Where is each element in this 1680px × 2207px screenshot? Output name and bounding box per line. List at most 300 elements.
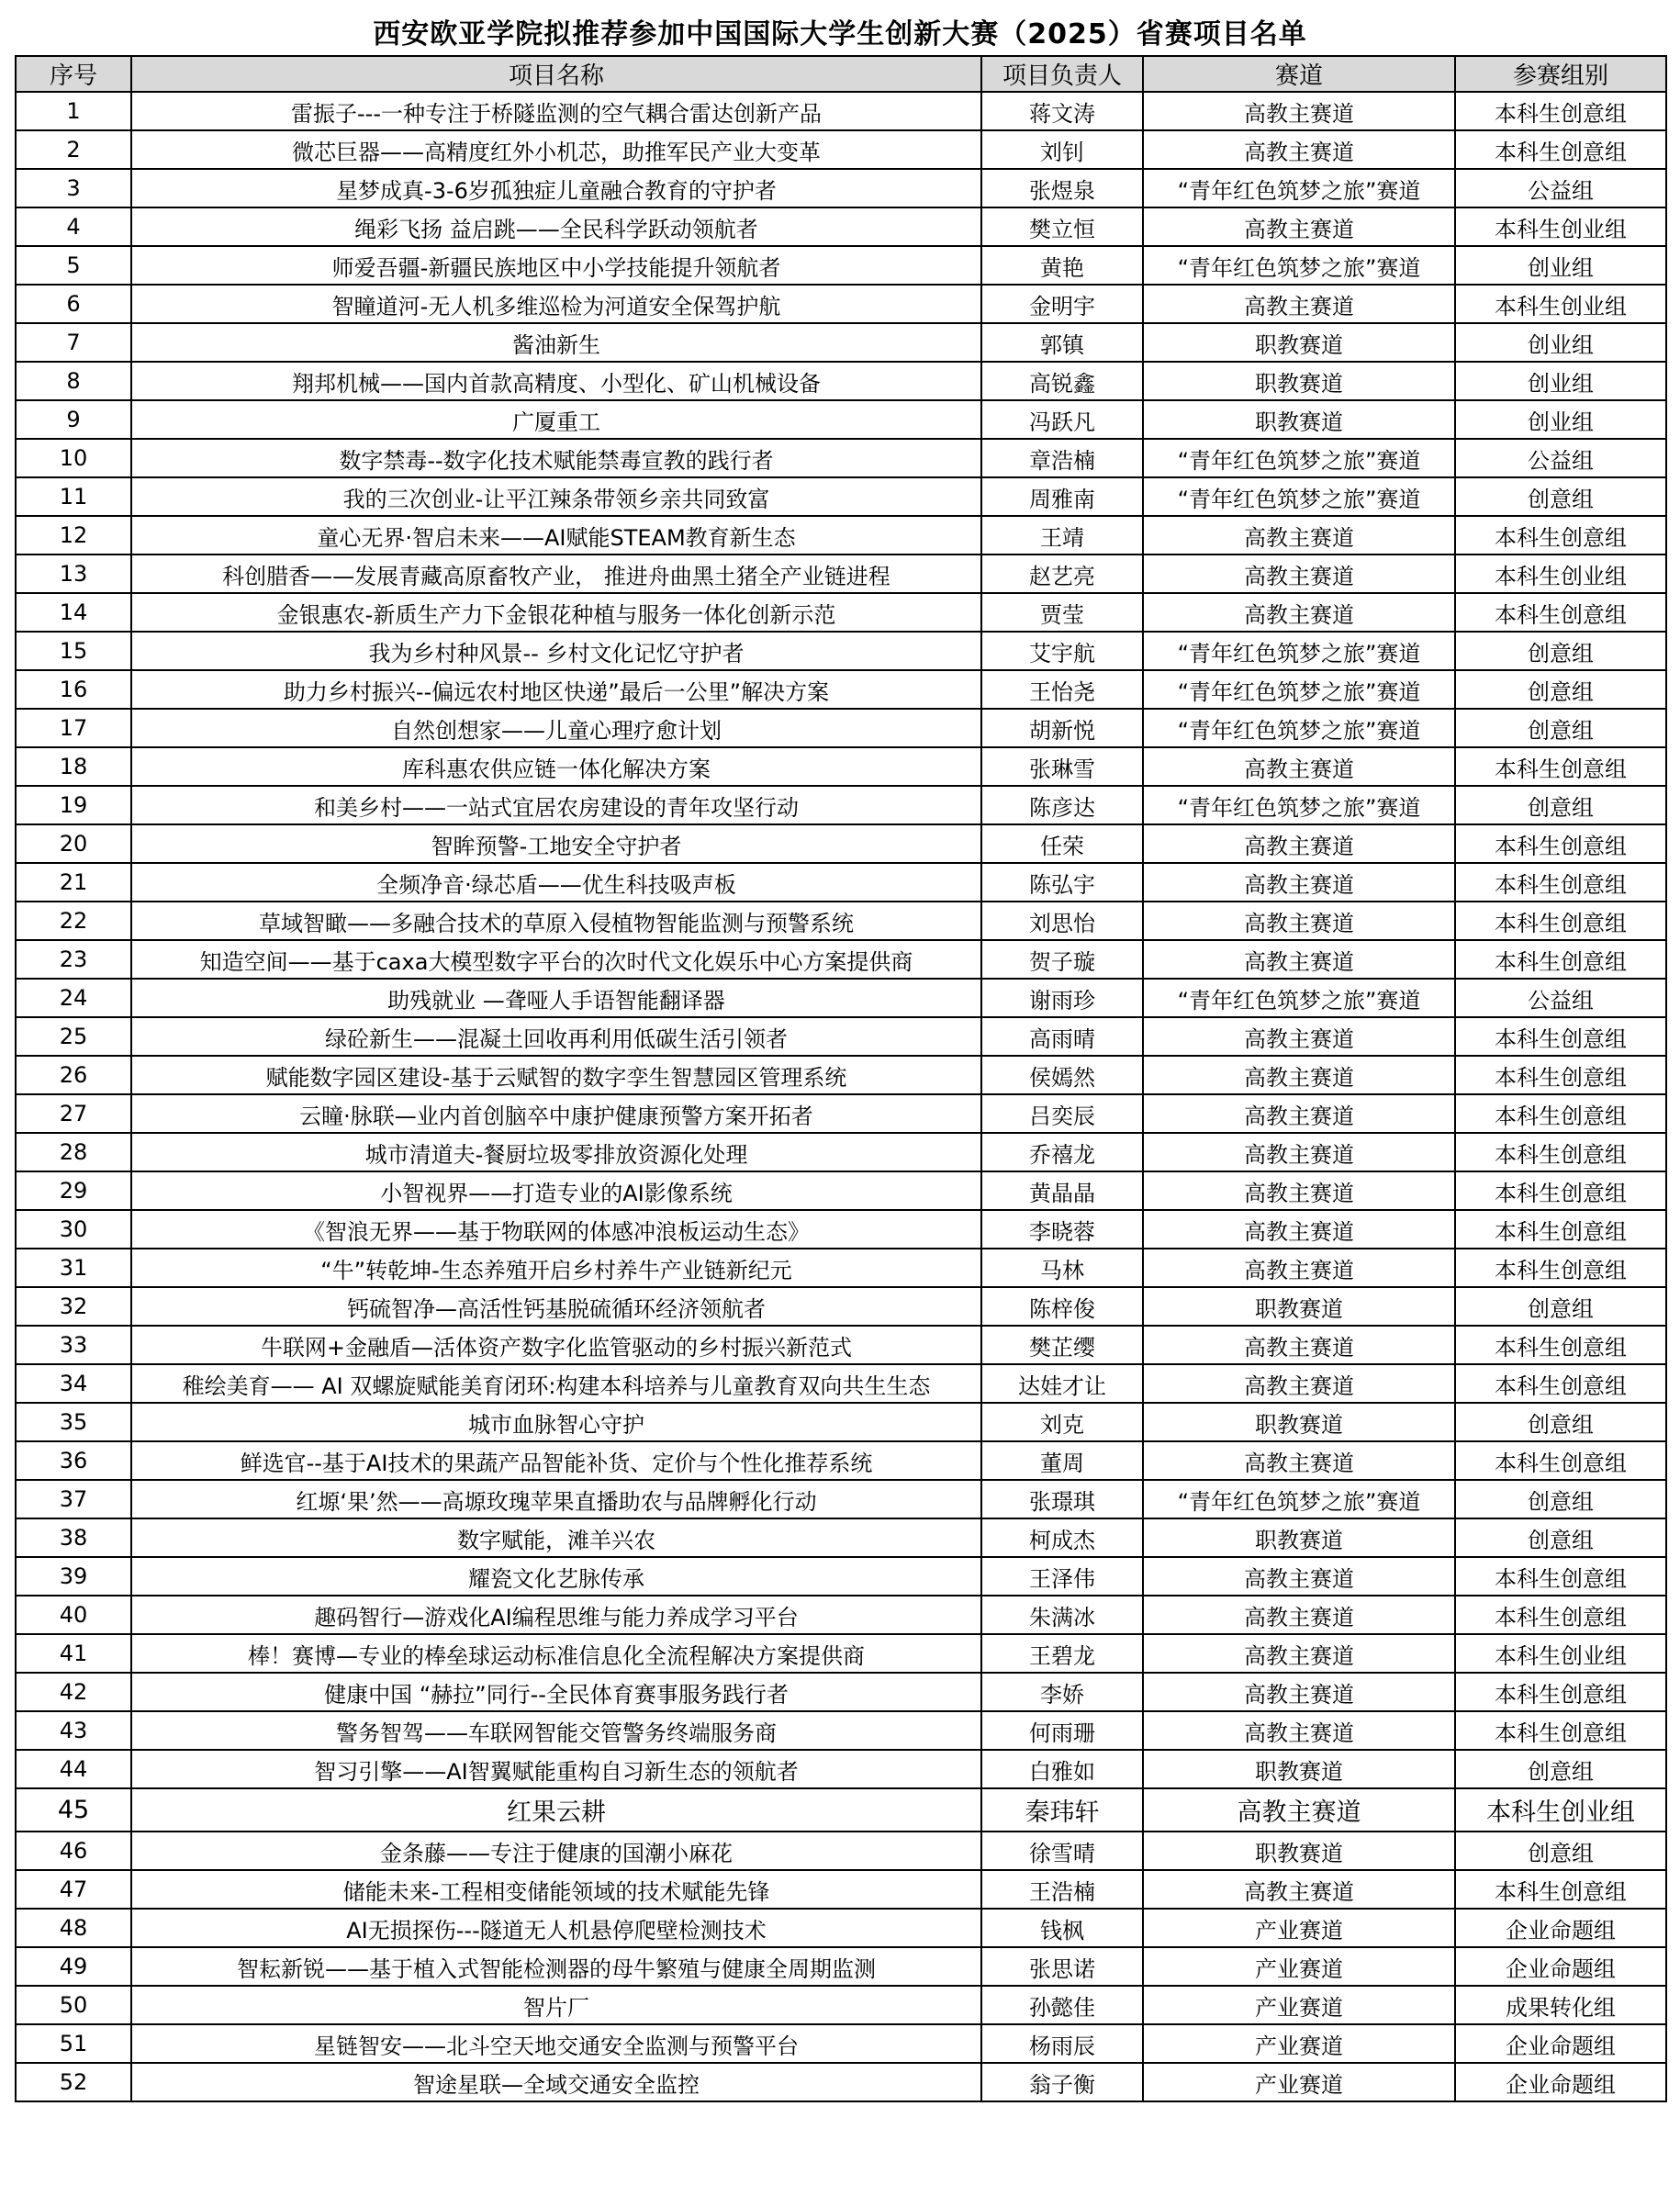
cell-project-name: 钙硫智净—高活性钙基脱硫循环经济领航者 [131,1287,981,1326]
cell-project-leader: 章浩楠 [981,439,1143,477]
cell-no: 33 [16,1326,131,1364]
table-row [16,1596,1666,1634]
cell-track: 高教主赛道 [1143,940,1455,979]
table-row [16,670,1666,709]
cell-project-name: 微芯巨器——高精度红外小机芯，助推军民产业大变革 [131,130,981,169]
cell-track: 高教主赛道 [1143,593,1455,632]
cell-no: 23 [16,940,131,979]
cell-group: 创意组 [1455,1832,1666,1870]
table-row [16,1133,1666,1171]
cell-no: 40 [16,1596,131,1634]
cell-track: 产业赛道 [1143,1909,1455,1947]
cell-project-name: 智途星联—全域交通安全监控 [131,2063,981,2101]
table-row [16,1441,1666,1480]
cell-group: 创业组 [1455,362,1666,400]
cell-project-name: 城市血脉智心守护 [131,1403,981,1441]
project-list-table [15,55,1667,2102]
cell-project-leader: 钱枫 [981,1909,1143,1947]
table-row [16,516,1666,555]
cell-group: 公益组 [1455,169,1666,207]
cell-group: 创意组 [1455,1403,1666,1441]
table-row [16,863,1666,902]
table-row [16,1947,1666,1986]
cell-group: 本科生创意组 [1455,1441,1666,1480]
cell-no: 39 [16,1557,131,1596]
cell-project-name: 云瞳·脉联—业内首创脑卒中康护健康预警方案开拓者 [131,1094,981,1133]
cell-project-leader: 达娃才让 [981,1364,1143,1403]
cell-project-leader: 黄晶晶 [981,1171,1143,1210]
table-row [16,400,1666,439]
cell-group: 企业命题组 [1455,1909,1666,1947]
cell-project-leader: 蒋文涛 [981,92,1143,130]
cell-project-leader: 徐雪晴 [981,1832,1143,1870]
document-title: 西安欧亚学院拟推荐参加中国国际大学生创新大赛（2025）省赛项目名单 [373,18,1307,50]
cell-group: 本科生创意组 [1455,747,1666,786]
cell-track: 高教主赛道 [1143,1056,1455,1094]
cell-group: 本科生创意组 [1455,1870,1666,1909]
cell-group: 创业组 [1455,323,1666,362]
cell-no: 10 [16,439,131,477]
cell-project-name: 我的三次创业-让平江辣条带领乡亲共同致富 [131,477,981,516]
table-row [16,1909,1666,1947]
header-project-name: 项目名称 [131,56,981,92]
cell-project-leader: 李娇 [981,1673,1143,1711]
cell-project-leader: 何雨珊 [981,1711,1143,1750]
cell-group: 本科生创意组 [1455,1017,1666,1056]
header-track: 赛道 [1143,56,1455,92]
cell-no: 31 [16,1249,131,1287]
table-row [16,632,1666,670]
cell-track: 高教主赛道 [1143,207,1455,246]
cell-project-name: 趣码智行—游戏化AI编程思维与能力养成学习平台 [131,1596,981,1634]
cell-group: 公益组 [1455,439,1666,477]
cell-project-leader: 董周 [981,1441,1143,1480]
cell-group: 本科生创意组 [1455,863,1666,902]
cell-no: 9 [16,400,131,439]
cell-project-name: 稚绘美育—— AI 双螺旋赋能美育闭环:构建本科培养与儿童教育双向共生生态 [131,1364,981,1403]
cell-group: 本科生创意组 [1455,1133,1666,1171]
cell-project-leader: 王碧龙 [981,1634,1143,1673]
cell-group: 创意组 [1455,477,1666,516]
cell-project-leader: 樊芷缨 [981,1326,1143,1364]
table-row [16,1171,1666,1210]
cell-group: 本科生创意组 [1455,1094,1666,1133]
cell-group: 创意组 [1455,1480,1666,1518]
table-row [16,246,1666,285]
cell-project-name: 《智浪无界——基于物联网的体感冲浪板运动生态》 [131,1210,981,1249]
cell-group: 本科生创意组 [1455,940,1666,979]
table-row [16,902,1666,940]
cell-group: 创意组 [1455,670,1666,709]
cell-track: 高教主赛道 [1143,1870,1455,1909]
cell-track: “青年红色筑梦之旅”赛道 [1143,670,1455,709]
cell-project-leader: 刘克 [981,1403,1143,1441]
cell-project-leader: 陈彦达 [981,786,1143,824]
cell-project-leader: 王靖 [981,516,1143,555]
cell-group: 公益组 [1455,979,1666,1017]
cell-project-name: 自然创想家——儿童心理疗愈计划 [131,709,981,747]
cell-no: 17 [16,709,131,747]
cell-project-name: 全频净音·绿芯盾——优生科技吸声板 [131,863,981,902]
cell-no: 25 [16,1017,131,1056]
cell-project-leader: 侯嫣然 [981,1056,1143,1094]
cell-project-name: 鲜选官--基于AI技术的果蔬产品智能补货、定价与个性化推荐系统 [131,1441,981,1480]
cell-project-name: AI无损探伤---隧道无人机悬停爬壁检测技术 [131,1909,981,1947]
cell-group: 本科生创业组 [1455,555,1666,593]
cell-no: 29 [16,1171,131,1210]
cell-track: 高教主赛道 [1143,902,1455,940]
cell-project-name: “牛”转乾坤-生态养殖开启乡村养牛产业链新纪元 [131,1249,981,1287]
cell-track: 职教赛道 [1143,1750,1455,1788]
table-row [16,2063,1666,2101]
table-row [16,786,1666,824]
cell-group: 企业命题组 [1455,2063,1666,2101]
cell-project-leader: 陈梓俊 [981,1287,1143,1326]
cell-track: 高教主赛道 [1143,130,1455,169]
cell-group: 本科生创业组 [1455,1788,1666,1832]
table-row [16,439,1666,477]
cell-track: 高教主赛道 [1143,1094,1455,1133]
cell-track: “青年红色筑梦之旅”赛道 [1143,477,1455,516]
cell-project-leader: 王怡尧 [981,670,1143,709]
cell-no: 48 [16,1909,131,1947]
cell-project-leader: 秦玮轩 [981,1788,1143,1832]
cell-track: 职教赛道 [1143,362,1455,400]
cell-project-leader: 贺子璇 [981,940,1143,979]
cell-group: 本科生创意组 [1455,516,1666,555]
cell-track: 产业赛道 [1143,1986,1455,2024]
cell-no: 37 [16,1480,131,1518]
cell-project-name: 城市清道夫-餐厨垃圾零排放资源化处理 [131,1133,981,1171]
cell-no: 18 [16,747,131,786]
table-row [16,92,1666,130]
cell-project-name: 数字赋能，滩羊兴农 [131,1518,981,1557]
cell-project-leader: 孙懿佳 [981,1986,1143,2024]
cell-group: 本科生创意组 [1455,1056,1666,1094]
cell-group: 创意组 [1455,1518,1666,1557]
cell-project-name: 师爱吾疆-新疆民族地区中小学技能提升领航者 [131,246,981,285]
table-row [16,285,1666,323]
cell-project-name: 绿砼新生——混凝土回收再利用低碳生活引领者 [131,1017,981,1056]
cell-group: 本科生创意组 [1455,130,1666,169]
cell-track: 职教赛道 [1143,323,1455,362]
cell-no: 12 [16,516,131,555]
cell-project-name: 库科惠农供应链一体化解决方案 [131,747,981,786]
header-group: 参赛组别 [1455,56,1666,92]
cell-project-name: 金条藤——专注于健康的国潮小麻花 [131,1832,981,1870]
cell-project-leader: 翁子衡 [981,2063,1143,2101]
cell-track: “青年红色筑梦之旅”赛道 [1143,979,1455,1017]
cell-project-name: 智眸预警-工地安全守护者 [131,824,981,863]
table-row [16,1986,1666,2024]
cell-track: 职教赛道 [1143,1518,1455,1557]
table-row [16,593,1666,632]
cell-group: 本科生创意组 [1455,1171,1666,1210]
cell-no: 45 [16,1788,131,1832]
cell-group: 本科生创意组 [1455,1249,1666,1287]
table-row [16,1017,1666,1056]
cell-track: 高教主赛道 [1143,516,1455,555]
table-row [16,1870,1666,1909]
table-row [16,1287,1666,1326]
cell-project-name: 我为乡村种风景-- 乡村文化记忆守护者 [131,632,981,670]
cell-project-leader: 李晓蓉 [981,1210,1143,1249]
cell-group: 本科生创意组 [1455,824,1666,863]
cell-group: 企业命题组 [1455,1947,1666,1986]
cell-track: 高教主赛道 [1143,555,1455,593]
table-row [16,1518,1666,1557]
cell-project-leader: 乔禧龙 [981,1133,1143,1171]
cell-no: 28 [16,1133,131,1171]
cell-no: 34 [16,1364,131,1403]
cell-track: 高教主赛道 [1143,1557,1455,1596]
cell-group: 本科生创意组 [1455,1711,1666,1750]
table-row [16,169,1666,207]
cell-project-name: 棒！赛博—专业的棒垒球运动标准信息化全流程解决方案提供商 [131,1634,981,1673]
cell-group: 本科生创意组 [1455,1364,1666,1403]
table-row [16,1480,1666,1518]
cell-project-name: 星链智安——北斗空天地交通安全监测与预警平台 [131,2024,981,2063]
cell-track: 高教主赛道 [1143,1210,1455,1249]
cell-project-leader: 朱满冰 [981,1596,1143,1634]
cell-project-name: 数字禁毒--数字化技术赋能禁毒宣教的践行者 [131,439,981,477]
table-row [16,1557,1666,1596]
cell-group: 本科生创意组 [1455,593,1666,632]
cell-no: 16 [16,670,131,709]
cell-no: 41 [16,1634,131,1673]
cell-track: 高教主赛道 [1143,1133,1455,1171]
cell-no: 51 [16,2024,131,2063]
cell-project-name: 童心无界·智启未来——AI赋能STEAM教育新生态 [131,516,981,555]
cell-no: 44 [16,1750,131,1788]
cell-project-name: 智瞳道河-无人机多维巡检为河道安全保驾护航 [131,285,981,323]
cell-project-name: 耀瓷文化艺脉传承 [131,1557,981,1596]
cell-group: 创意组 [1455,1287,1666,1326]
cell-project-leader: 张煜泉 [981,169,1143,207]
cell-group: 本科生创意组 [1455,1210,1666,1249]
cell-group: 本科生创业组 [1455,1634,1666,1673]
cell-project-name: 酱油新生 [131,323,981,362]
cell-track: “青年红色筑梦之旅”赛道 [1143,169,1455,207]
table-row [16,207,1666,246]
cell-project-name: 绳彩飞扬 益启跳——全民科学跃动领航者 [131,207,981,246]
cell-project-leader: 王浩楠 [981,1870,1143,1909]
table-row [16,1056,1666,1094]
cell-group: 本科生创意组 [1455,1557,1666,1596]
table-row [16,362,1666,400]
table-row [16,1403,1666,1441]
cell-no: 35 [16,1403,131,1441]
cell-group: 本科生创业组 [1455,207,1666,246]
cell-project-name: 星梦成真-3-6岁孤独症儿童融合教育的守护者 [131,169,981,207]
cell-project-leader: 周雅南 [981,477,1143,516]
cell-group: 成果转化组 [1455,1986,1666,2024]
cell-project-name: 健康中国 “赫拉”同行--全民体育赛事服务践行者 [131,1673,981,1711]
cell-project-leader: 吕奕辰 [981,1094,1143,1133]
cell-project-leader: 樊立恒 [981,207,1143,246]
cell-project-name: 助力乡村振兴--偏远农村地区快递”最后一公里”解决方案 [131,670,981,709]
cell-track: “青年红色筑梦之旅”赛道 [1143,632,1455,670]
cell-project-leader: 陈弘宇 [981,863,1143,902]
table-row [16,1364,1666,1403]
cell-track: 高教主赛道 [1143,1017,1455,1056]
cell-group: 企业命题组 [1455,2024,1666,2063]
cell-project-leader: 柯成杰 [981,1518,1143,1557]
cell-track: 高教主赛道 [1143,1249,1455,1287]
cell-no: 26 [16,1056,131,1094]
header-no: 序号 [16,56,131,92]
cell-group: 本科生创意组 [1455,1326,1666,1364]
cell-track: 高教主赛道 [1143,1326,1455,1364]
cell-track: 高教主赛道 [1143,1711,1455,1750]
cell-project-name: 翔邦机械——国内首款高精度、小型化、矿山机械设备 [131,362,981,400]
cell-track: 产业赛道 [1143,1947,1455,1986]
cell-no: 3 [16,169,131,207]
cell-track: 职教赛道 [1143,1287,1455,1326]
cell-project-leader: 马林 [981,1249,1143,1287]
cell-track: “青年红色筑梦之旅”赛道 [1143,246,1455,285]
cell-group: 本科生创意组 [1455,92,1666,130]
cell-project-name: 知造空间——基于caxa大模型数字平台的次时代文化娱乐中心方案提供商 [131,940,981,979]
table-row [16,323,1666,362]
cell-project-name: 小智视界——打造专业的AI影像系统 [131,1171,981,1210]
cell-track: 高教主赛道 [1143,1634,1455,1673]
cell-project-leader: 谢雨珍 [981,979,1143,1017]
table-header-row [16,56,1666,92]
table-row [16,1249,1666,1287]
cell-track: 高教主赛道 [1143,1441,1455,1480]
cell-track: “青年红色筑梦之旅”赛道 [1143,1480,1455,1518]
cell-group: 本科生创意组 [1455,902,1666,940]
cell-no: 36 [16,1441,131,1480]
cell-track: “青年红色筑梦之旅”赛道 [1143,709,1455,747]
cell-no: 11 [16,477,131,516]
cell-group: 创意组 [1455,632,1666,670]
cell-track: 高教主赛道 [1143,1596,1455,1634]
cell-project-leader: 张琳雪 [981,747,1143,786]
cell-no: 14 [16,593,131,632]
cell-track: “青年红色筑梦之旅”赛道 [1143,786,1455,824]
table-row [16,824,1666,863]
cell-project-leader: 黄艳 [981,246,1143,285]
cell-project-name: 警务智驾——车联网智能交管警务终端服务商 [131,1711,981,1750]
cell-project-name: 科创腊香——发展青藏高原畜牧产业， 推进舟曲黑土猪全产业链进程 [131,555,981,593]
cell-no: 7 [16,323,131,362]
cell-no: 50 [16,1986,131,2024]
cell-project-name: 广厦重工 [131,400,981,439]
cell-group: 本科生创意组 [1455,1596,1666,1634]
header-project-leader: 项目负责人 [981,56,1143,92]
cell-no: 5 [16,246,131,285]
table-row [16,477,1666,516]
cell-project-leader: 胡新悦 [981,709,1143,747]
cell-track: 产业赛道 [1143,2024,1455,2063]
cell-track: 高教主赛道 [1143,1788,1455,1832]
cell-track: 高教主赛道 [1143,1364,1455,1403]
cell-no: 1 [16,92,131,130]
cell-project-leader: 任荣 [981,824,1143,863]
cell-no: 22 [16,902,131,940]
cell-group: 创业组 [1455,400,1666,439]
cell-project-leader: 赵艺亮 [981,555,1143,593]
cell-no: 24 [16,979,131,1017]
cell-project-leader: 郭镇 [981,323,1143,362]
cell-project-leader: 艾宇航 [981,632,1143,670]
table-row [16,2024,1666,2063]
table-row [16,1094,1666,1133]
cell-no: 21 [16,863,131,902]
cell-group: 本科生创业组 [1455,285,1666,323]
cell-project-leader: 白雅如 [981,1750,1143,1788]
cell-track: 高教主赛道 [1143,1673,1455,1711]
cell-no: 19 [16,786,131,824]
cell-group: 创业组 [1455,246,1666,285]
cell-no: 43 [16,1711,131,1750]
table-row [16,747,1666,786]
cell-track: 产业赛道 [1143,2063,1455,2101]
cell-project-name: 智耘新锐——基于植入式智能检测器的母牛繁殖与健康全周期监测 [131,1947,981,1986]
cell-project-leader: 金明宇 [981,285,1143,323]
cell-project-leader: 高雨晴 [981,1017,1143,1056]
cell-project-leader: 王泽伟 [981,1557,1143,1596]
table-row [16,1326,1666,1364]
cell-no: 13 [16,555,131,593]
table-row [16,709,1666,747]
cell-project-name: 智片厂 [131,1986,981,2024]
cell-track: 职教赛道 [1143,400,1455,439]
table-row [16,1711,1666,1750]
cell-no: 8 [16,362,131,400]
cell-project-leader: 高锐鑫 [981,362,1143,400]
cell-no: 42 [16,1673,131,1711]
table-row [16,1750,1666,1788]
table-row [16,979,1666,1017]
table-row [16,1832,1666,1870]
cell-no: 6 [16,285,131,323]
cell-no: 4 [16,207,131,246]
cell-project-leader: 刘钊 [981,130,1143,169]
table-row [16,1634,1666,1673]
cell-track: 职教赛道 [1143,1832,1455,1870]
cell-no: 30 [16,1210,131,1249]
cell-project-name: 储能未来-工程相变储能领域的技术赋能先锋 [131,1870,981,1909]
cell-no: 47 [16,1870,131,1909]
cell-project-name: 赋能数字园区建设-基于云赋智的数字孪生智慧园区管理系统 [131,1056,981,1094]
cell-track: 高教主赛道 [1143,747,1455,786]
cell-project-leader: 张璟琪 [981,1480,1143,1518]
cell-no: 27 [16,1094,131,1133]
cell-project-leader: 张思诺 [981,1947,1143,1986]
table-row [16,130,1666,169]
cell-track: 职教赛道 [1143,1403,1455,1441]
cell-no: 52 [16,2063,131,2101]
cell-project-name: 红塬‘果’然——高塬玫瑰苹果直播助农与品牌孵化行动 [131,1480,981,1518]
table-row [16,940,1666,979]
table-body [16,92,1666,2101]
cell-track: 高教主赛道 [1143,824,1455,863]
cell-project-leader: 冯跃凡 [981,400,1143,439]
cell-no: 2 [16,130,131,169]
cell-project-name: 雷振子---一种专注于桥隧监测的空气耦合雷达创新产品 [131,92,981,130]
cell-no: 38 [16,1518,131,1557]
cell-track: 高教主赛道 [1143,92,1455,130]
cell-track: 高教主赛道 [1143,863,1455,902]
cell-project-name: 牛联网+金融盾—活体资产数字化监管驱动的乡村振兴新范式 [131,1326,981,1364]
cell-no: 46 [16,1832,131,1870]
cell-project-name: 智习引擎——AI智翼赋能重构自习新生态的领航者 [131,1750,981,1788]
cell-project-name: 金银惠农-新质生产力下金银花种植与服务一体化创新示范 [131,593,981,632]
cell-project-name: 红果云耕 [131,1788,981,1832]
